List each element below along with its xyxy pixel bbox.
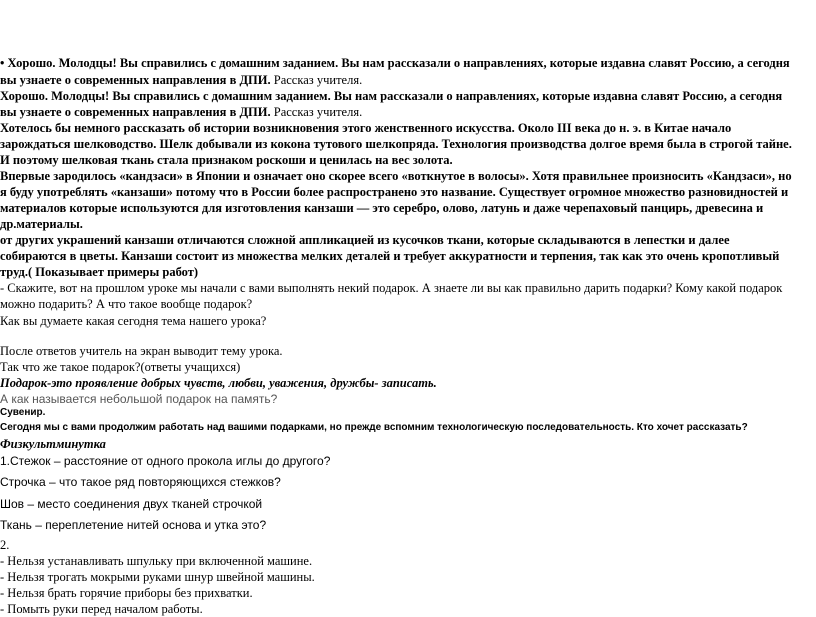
kanzashi-detail-line: от других украшений канзаши отличаются сложной аппликацией из кусочков ткани, которые складываются в лепестки и далее <box>0 233 730 247</box>
gift-definition-question: Так что же такое подарок?(ответы учащихся) <box>0 360 241 374</box>
souvenir-question-line: А как называется небольшой подарок на память? <box>0 392 278 406</box>
gift-question-line: можно подарить? А что такое вообще подарок? <box>0 297 253 311</box>
praise-bold-text: вы узнаете о современных направления в ДПИ. <box>0 105 271 119</box>
kanzashi-detail-line: труд.( Показывает примеры работ) <box>0 265 199 279</box>
safety-rule-line: - Помыть руки перед началом работы. <box>0 602 203 616</box>
quiz-stitch-line: 1.Стежок – расстояние от одного прокола иглы до другого? <box>0 454 331 468</box>
kanzashi-paragraph-line: Впервые зародилось «кандзаси» в Японии и означает оно скорее всего «воткнутое в волосы». Хотя правильнее произносить «Кандзаси», но <box>0 169 792 183</box>
technology-sequence-line: Сегодня мы с вами продолжим работать над вашими подарками, но прежде вспомним технологическую последовательность. Кто хочет рассказать? <box>0 422 748 433</box>
safety-rules-number: 2. <box>0 538 10 552</box>
quiz-seam-line: Шов – место соединения двух тканей строчкой <box>0 497 263 511</box>
safety-rule-line: - Нельзя устанавливать шпульку при включенной машине. <box>0 554 313 568</box>
teacher-instruction-line: После ответов учитель на экран выводит тему урока. <box>0 344 283 358</box>
safety-rule-line: - Нельзя брать горячие приборы без прихватки. <box>0 586 253 600</box>
safety-rule-line: - Нельзя трогать мокрыми руками шнур швейной машины. <box>0 570 315 584</box>
quiz-seam-row-line: Строчка – что такое ряд повторяющихся стежков? <box>0 475 281 489</box>
praise-bold-text: вы узнаете о современных направления в ДПИ. <box>0 73 271 87</box>
teacher-story-note: Рассказ учителя. <box>270 73 363 87</box>
gift-definition-line: Подарок-это проявление добрых чувств, любви, уважения, дружбы- записать. <box>0 376 437 390</box>
lesson-topic-question: Как вы думаете какая сегодня тема нашего урока? <box>0 314 267 328</box>
kanzashi-detail-line: собираются в цветы. Канзаши состоит из множества мелких деталей и требует аккуратности и терпения, так как это очень кропотливый <box>0 249 780 263</box>
paragraph-praise-line: • Хорошо. Молодцы! Вы справились с домашним заданием. Вы нам рассказали о направлениях, которые издавна славят Россию, а сегодня <box>0 56 790 70</box>
teacher-story-note: Рассказ учителя. <box>270 105 363 119</box>
kanzashi-paragraph-line: материалов которые используются для изготовления канзаши — это серебро, олово, латунь и даже черепаховый панцирь, древесина и <box>0 201 764 215</box>
kanzashi-paragraph-line: я буду употреблять «канзаши» потому что в России более распространено это название. Существует огромное множество разновидностей и <box>0 185 789 199</box>
paragraph-praise-repeat-line: Хорошо. Молодцы! Вы справились с домашним заданием. Вы нам рассказали о направлениях, которые издавна славят Россию, а сегодня <box>0 89 783 103</box>
quiz-fabric-line: Ткань – переплетение нитей основа и утка это? <box>0 518 267 532</box>
history-paragraph-line: Хотелось бы немного рассказать об истории возникновения этого женственного искусства. Около III века до н. э. в Китае начало <box>0 121 732 135</box>
paragraph-praise-line <box>0 73 362 88</box>
gift-question-line: - Скажите, вот на прошлом уроке мы начали с вами выполнять некий подарок. А знаете ли вы как правильно дарить подарки? Кому какой подарок <box>0 281 783 295</box>
souvenir-answer-line: Сувенир. <box>0 407 46 418</box>
physical-exercise-heading: Физкультминутка <box>0 437 106 451</box>
history-paragraph-line: И поэтому шелковая ткань стала признаком роскоши и ценилась на вес золота. <box>0 153 453 167</box>
history-paragraph-line: зарождаться шелководство. Шелк добывали из кокона тутового шелкопряда. Технология производства долгое время была в строгой тайне. <box>0 137 792 151</box>
paragraph-praise-repeat-line <box>0 105 362 120</box>
kanzashi-paragraph-line: др.материалы. <box>0 217 83 231</box>
